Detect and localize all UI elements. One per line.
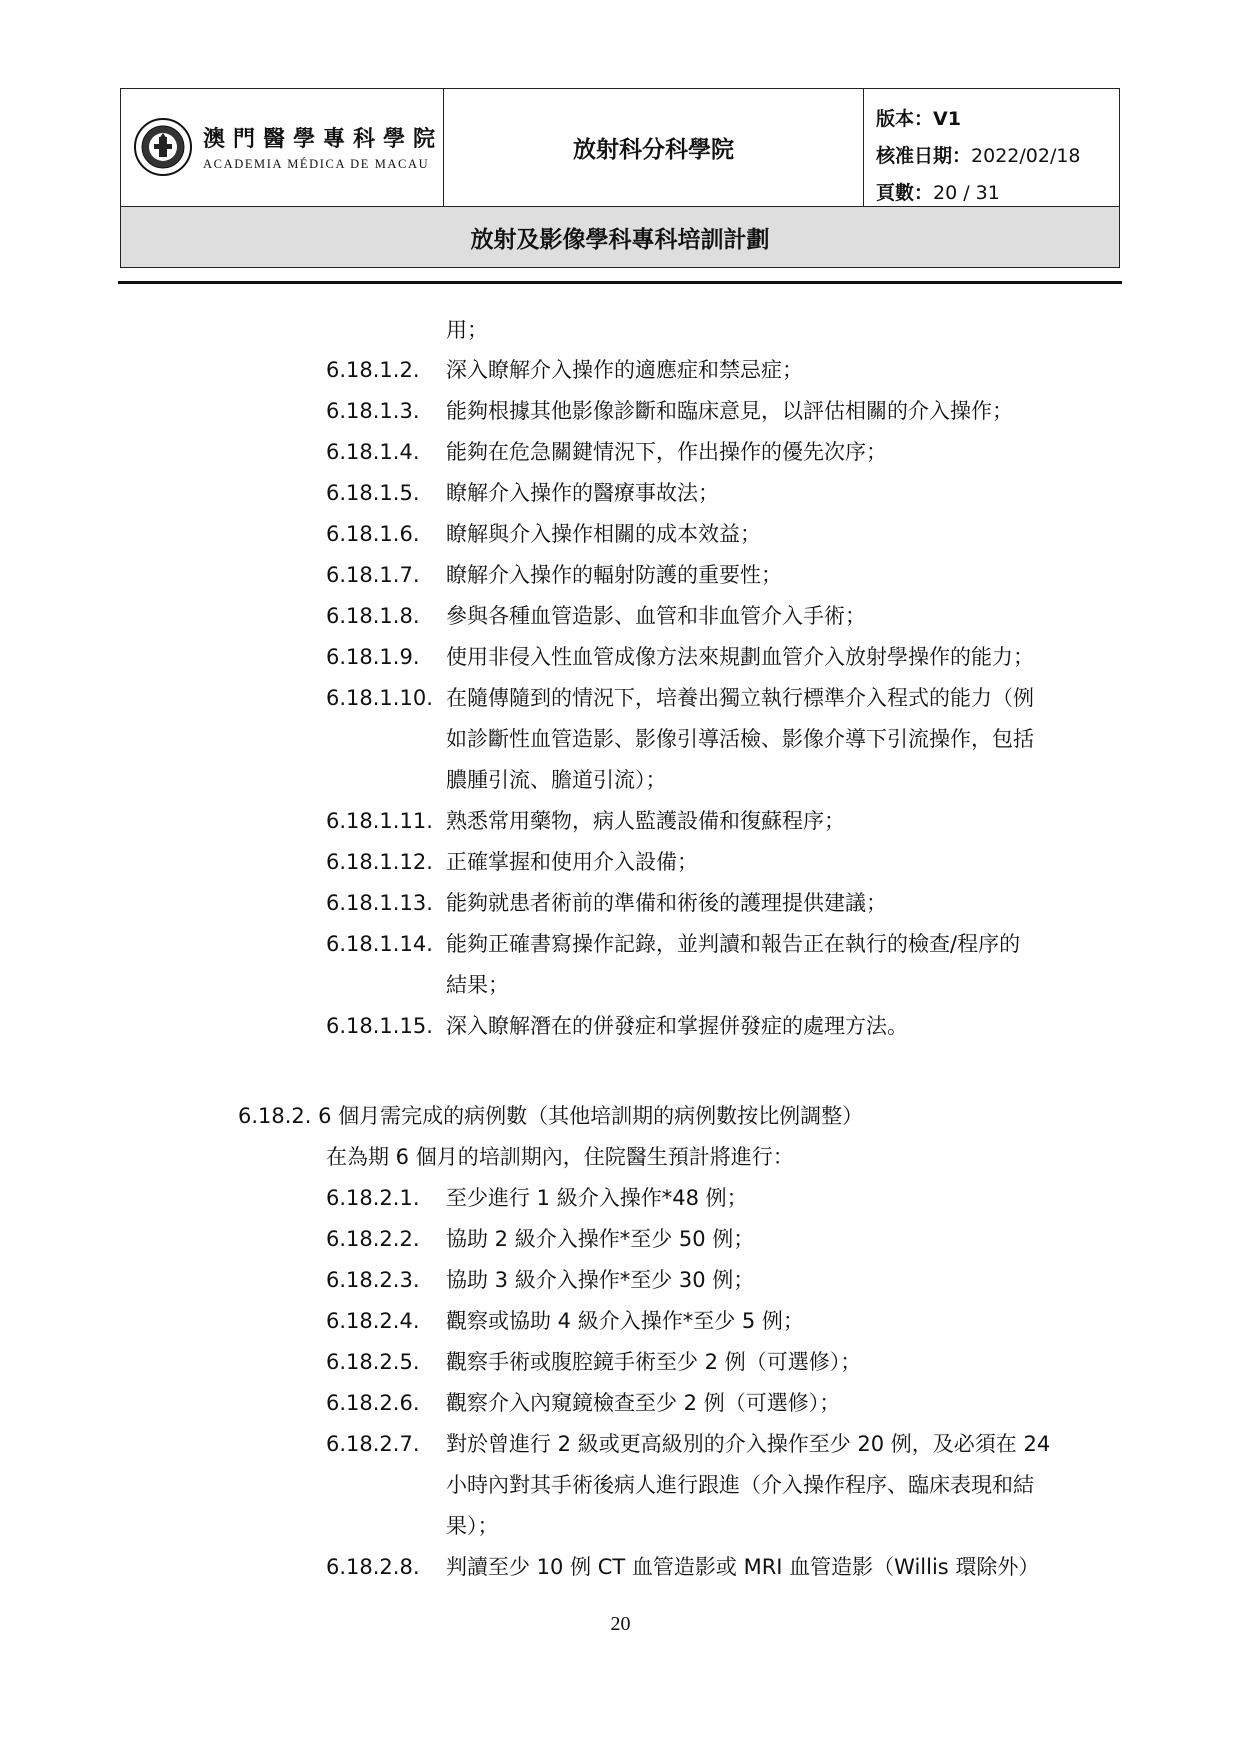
page-count-value: 20 / 31	[933, 182, 1000, 204]
college-title: 放射科分科學院	[444, 89, 864, 206]
document-meta	[864, 89, 1119, 206]
item-text: 深入瞭解潛在的併發症和掌握併發症的處理方法。	[446, 1014, 908, 1038]
item-text: 協助 3 級介入操作*至少 30 例；	[446, 1268, 755, 1292]
item-number: 6.18.2.3.	[326, 1268, 420, 1292]
program-title: 放射及影像學科專科培訓計劃	[121, 207, 1119, 267]
item-number: 6.18.1.11.	[326, 809, 433, 833]
item-number: 6.18.1.13.	[326, 891, 433, 915]
item-text: 參與各種血管造影、血管和非血管介入手術；	[446, 604, 866, 628]
item-number: 6.18.2.7.	[326, 1432, 420, 1456]
version-label: 版本：	[876, 108, 934, 130]
section-heading: 6.18.2. 6 個月需完成的病例數（其他培訓期的病例數按比例調整）	[238, 1104, 864, 1128]
item-text: 果）；	[446, 1514, 499, 1538]
item-text: 結果；	[446, 973, 509, 997]
item-text: 使用非侵入性血管成像方法來規劃血管介入放射學操作的能力；	[446, 645, 1034, 669]
item-text: 瞭解介入操作的醫療事故法；	[446, 481, 719, 505]
item-number: 6.18.1.14.	[326, 932, 433, 956]
item-number: 6.18.1.12.	[326, 850, 433, 874]
item-text: 瞭解介入操作的輻射防護的重要性；	[446, 563, 782, 587]
item-number: 6.18.2.8.	[326, 1555, 420, 1579]
version-row	[876, 101, 1119, 138]
item-number: 6.18.1.15.	[326, 1014, 433, 1038]
version-value: V1	[933, 108, 961, 130]
item-text: 膿腫引流、膽道引流）；	[446, 768, 667, 792]
item-text: 能夠就患者術前的準備和術後的護理提供建議；	[446, 891, 887, 915]
item-text: 觀察介入內窺鏡檢查至少 2 例（可選修）；	[446, 1391, 841, 1415]
item-number: 6.18.1.9.	[326, 645, 420, 669]
item-number: 6.18.1.4.	[326, 440, 420, 464]
page-number: 20	[610, 1613, 631, 1635]
item-number: 6.18.1.2.	[326, 358, 420, 382]
section-intro: 在為期 6 個月的培訓期內，住院醫生預計將進行：	[326, 1145, 794, 1169]
academy-name-portuguese: ACADEMIA MÉDICA DE MACAU	[203, 157, 430, 171]
item-number: 6.18.2.6.	[326, 1391, 420, 1415]
item-text: 對於曾進行 2 級或更高級別的介入操作至少 20 例，及必須在 24	[446, 1432, 1051, 1456]
item-number: 6.18.1.10.	[326, 686, 433, 710]
item-text: 在隨傳隨到的情況下，培養出獨立執行標準介入程式的能力（例	[446, 686, 1034, 710]
header-top-row	[121, 89, 1119, 207]
academy-seal-icon	[133, 117, 193, 177]
page-count-label: 頁數：	[876, 182, 934, 204]
document-header	[120, 88, 1120, 268]
approval-date-value: 2022/02/18	[971, 145, 1081, 167]
item-text: 能夠正確書寫操作記錄，並判讀和報告正在執行的檢查/程序的	[446, 932, 1021, 956]
item-text: 能夠在危急關鍵情況下，作出操作的優先次序；	[446, 440, 887, 464]
item-number: 6.18.1.5.	[326, 481, 420, 505]
item-text: 判讀至少 10 例 CT 血管造影或 MRI 血管造影（Willis 環除外）	[446, 1555, 1040, 1579]
item-number: 6.18.1.6.	[326, 522, 420, 546]
item-text: 熟悉常用藥物，病人監護設備和復蘇程序；	[446, 809, 845, 833]
item-text: 瞭解與介入操作相關的成本效益；	[446, 522, 761, 546]
item-text: 觀察手術或腹腔鏡手術至少 2 例（可選修）；	[446, 1350, 862, 1374]
item-number: 6.18.1.8.	[326, 604, 420, 628]
item-number: 6.18.1.3.	[326, 399, 420, 423]
item-text: 用；	[446, 318, 488, 342]
item-text: 如診斷性血管造影、影像引導活檢、影像介導下引流操作，包括	[446, 727, 1034, 751]
item-number: 6.18.2.5.	[326, 1350, 420, 1374]
item-number: 6.18.2.4.	[326, 1309, 420, 1333]
item-text: 能夠根據其他影像診斷和臨床意見，以評估相關的介入操作；	[446, 399, 1013, 423]
item-number: 6.18.1.7.	[326, 563, 420, 587]
approval-date-label: 核准日期：	[876, 145, 972, 167]
item-number: 6.18.2.1.	[326, 1186, 420, 1210]
item-text: 觀察或協助 4 級介入操作*至少 5 例；	[446, 1309, 804, 1333]
header-divider	[118, 281, 1122, 284]
item-text: 小時內對其手術後病人進行跟進（介入操作程序、臨床表現和結	[446, 1473, 1034, 1497]
academy-name-chinese: 澳門醫學專科學院	[203, 126, 444, 152]
academy-logo	[133, 117, 443, 177]
item-text: 正確掌握和使用介入設備；	[446, 850, 698, 874]
approval-date-row	[876, 138, 1119, 175]
item-number: 6.18.2.2.	[326, 1227, 420, 1251]
logo-cell	[121, 89, 444, 206]
item-text: 深入瞭解介入操作的適應症和禁忌症；	[446, 358, 803, 382]
item-text: 協助 2 級介入操作*至少 50 例；	[446, 1227, 755, 1251]
item-text: 至少進行 1 級介入操作*48 例；	[446, 1186, 748, 1210]
